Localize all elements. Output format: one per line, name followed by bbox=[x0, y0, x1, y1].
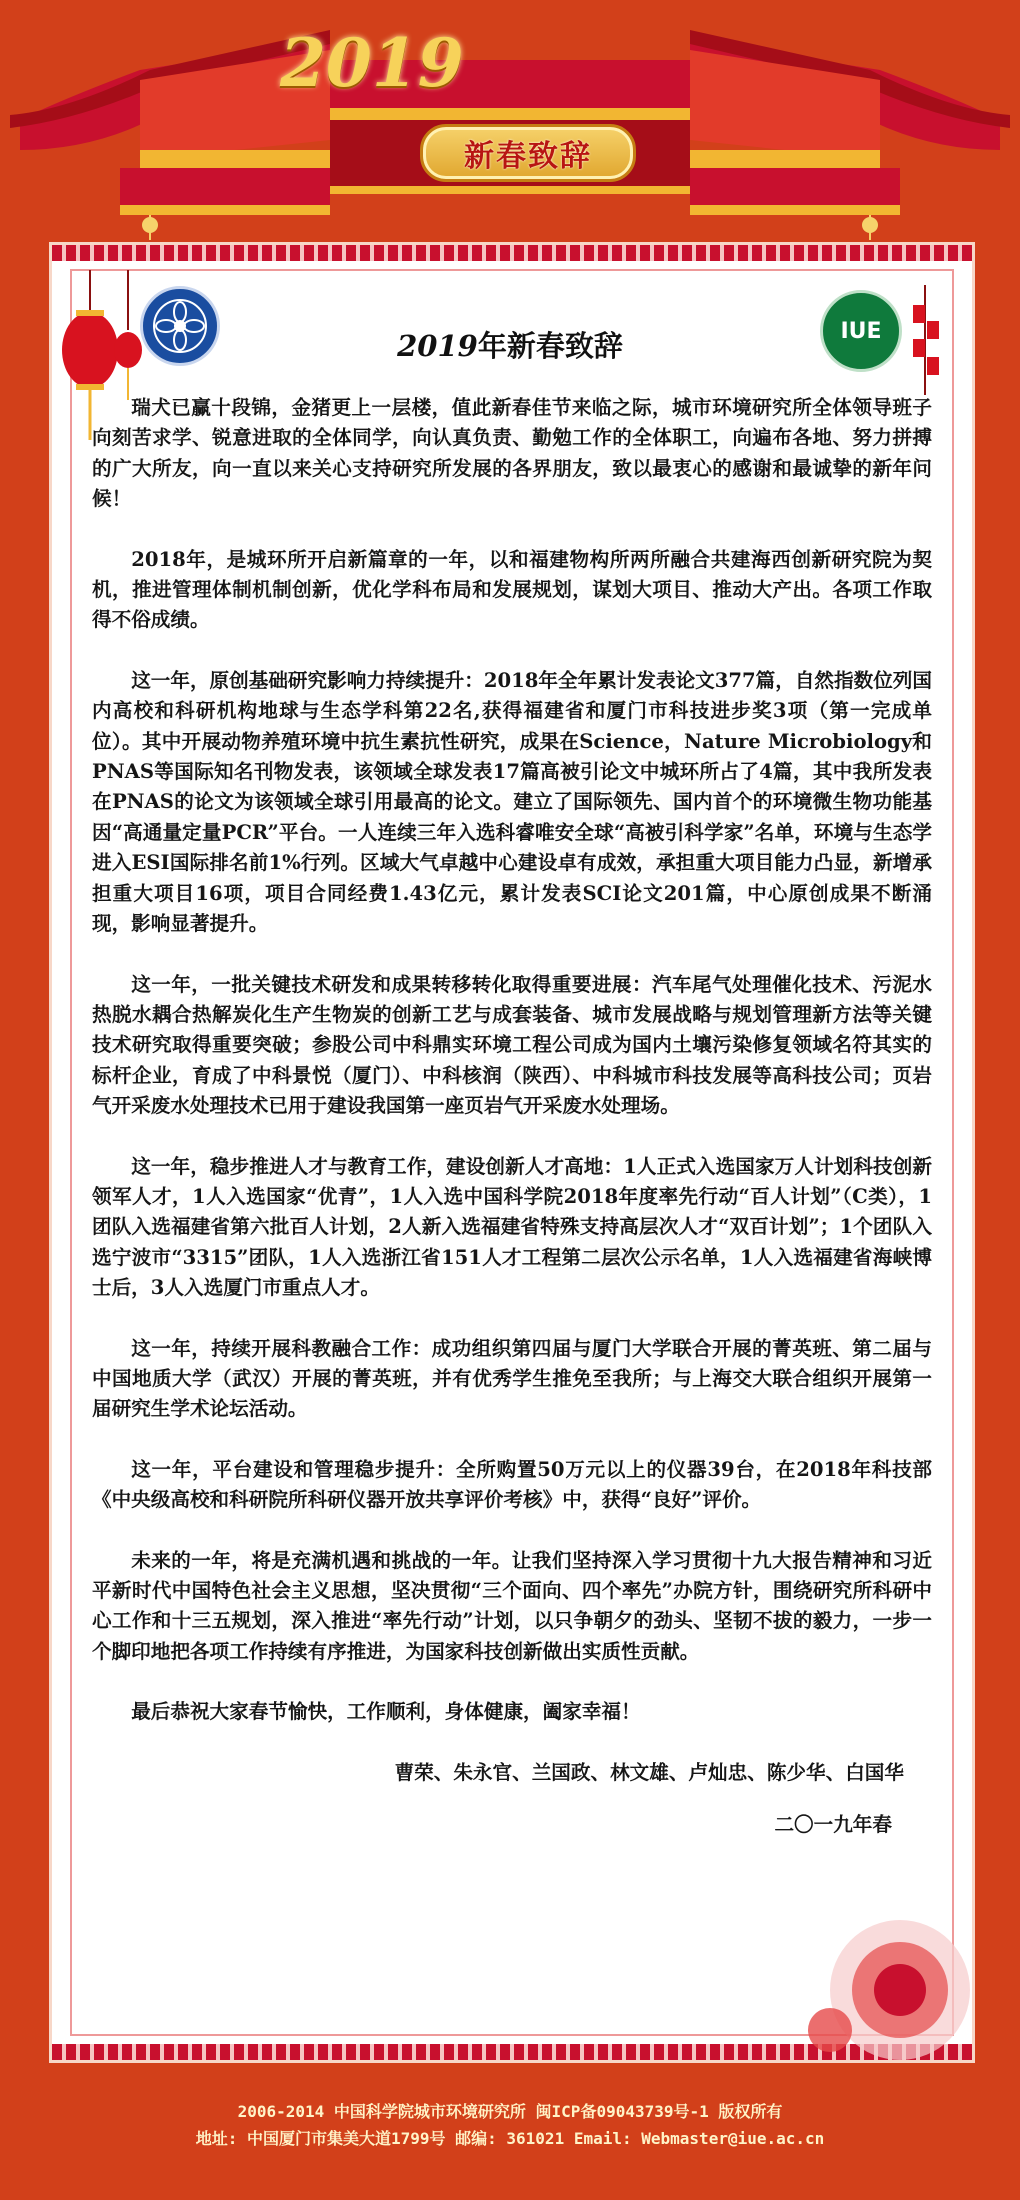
papercut-flower-icon bbox=[770, 1880, 970, 2060]
year-logo: 2019 bbox=[280, 24, 464, 102]
footer-copyright: 2006-2014 中国科学院城市环境研究所 闽ICP备09043739号-1 版权所有 bbox=[237, 2102, 783, 2121]
title-year: 2019 bbox=[397, 329, 478, 363]
paragraph-7: 这一年，平台建设和管理稳步提升：全所购置50万元以上的仪器39台，在2018年科技部《中央级高校和科研院所科研仪器开放共享评价考核》中，获得“良好”评价。 bbox=[92, 1457, 932, 1512]
paragraph-5: 这一年，稳步推进人才与教育工作，建设创新人才高地：1人正式入选国家万人计划科技创新领军人才，1人入选国家“优青”，1人入选中国科学院2018年度率先行动“百人计划”（C类），1团队入选福建省第六批百人计划，2人新入选福建省特殊支持高层次人才“双百计划”；1个团队入选宁波市“3315”团队，1人入选浙江省151人才工程第二层次公示名单，1人入选福建省海峡博士后，3人入选厦门市重点人才。 bbox=[92, 1154, 932, 1300]
banner-plaque-text: 新春致辞 bbox=[464, 139, 592, 174]
paragraph-1: 瑞犬已赢十段锦，金猪更上一层楼，值此新春佳节来临之际，城市环境研究所全体领导班子向刻苦求学、锐意进取的全体同学，向认真负责、勤勉工作的全体职工，向遍布各地、努力拼搏的广大所友，向一直以来关心支持研究所发展的各界朋友，致以最衷心的感谢和最诚挚的新年问候！ bbox=[92, 396, 932, 511]
firecracker-icon bbox=[905, 285, 965, 405]
banner-plaque bbox=[420, 124, 636, 182]
iue-logo-text: IUE bbox=[840, 318, 882, 344]
cas-logo-icon bbox=[150, 296, 210, 356]
paragraph-3: 这一年，原创基础研究影响力持续提升：2018年全年累计发表论文377篇，自然指数位列国内高校和科研机构地球与生态学科第22名,获得福建省和厦门市科技进步奖3项（第一完成单位）。其中开展动物养殖环境中抗生素抗性研究，成果在Science，Nature Microbiology和PNAS等国际知名刊物发表，该领域全球发表17篇高被引论文中城环所占了4篇，其中我所发表在PNAS的论文为该领域全球引用最高的论文。建立了国际领先、国内首个的环境微生物功能基因“高通量定量PCR”平台。一人连续三年入选科睿唯安全球“高被引科学家”名单，环境与生态学进入ESI国际排名前1%行列。区域大气卓越中心建设卓有成效，承担重大项目能力凸显，新增承担重大项目16项，项目合同经费1.43亿元，累计发表SCI论文201篇，中心原创成果不断涌现，影响显著提升。 bbox=[92, 668, 932, 936]
iue-logo bbox=[820, 290, 902, 372]
letter-date: 二〇一九年春 bbox=[774, 1813, 892, 1837]
paragraph-4: 这一年，一批关键技术研发和成果转移转化取得重要进展：汽车尾气处理催化技术、污泥水热脱水耦合热解炭化生产生物炭的创新工艺与成套装备、城市发展战略与规划管理新方法等关键技术研究取得重要突破；参股公司中科鼎实环境工程公司成为国内土壤污染修复领域名符其实的标杆企业，育成了中科景悦（厦门）、中科核润（陕西）、中科城市科技发展等高科技公司；页岩气开采废水处理技术已用于建设我国第一座页岩气开采废水处理场。 bbox=[92, 972, 932, 1118]
cas-logo bbox=[140, 286, 220, 366]
paragraph-6: 这一年，持续开展科教融合工作：成功组织第四届与厦门大学联合开展的菁英班、第二届与中国地质大学（武汉）开展的菁英班，并有优秀学生推免至我所；与上海交大联合组织开展第一届研究生学术论坛活动。 bbox=[92, 1336, 932, 1421]
pagoda-roof-decoration bbox=[0, 0, 1020, 240]
site-footer bbox=[0, 2098, 1020, 2152]
paragraph-8: 未来的一年，将是充满机遇和挑战的一年。让我们坚持深入学习贯彻十九大报告精神和习近平新时代中国特色社会主义思想，坚决贯彻“三个面向、四个率先”办院方针，围绕研究所科研中心工作和十三五规划，深入推进“率先行动”计划，以只争朝夕的劲头、坚韧不拔的毅力，一步一个脚印地把各项工作持续有序推进，为国家科技创新做出实质性贡献。 bbox=[92, 1548, 932, 1663]
letter-body bbox=[92, 393, 932, 1840]
paragraph-9: 最后恭祝大家春节愉快，工作顺利，身体健康，阖家幸福！ bbox=[131, 1700, 641, 1724]
letter-title bbox=[240, 326, 780, 366]
footer-address: 地址: 中国厦门市集美大道1799号 邮编: 361021 Email: Webmaster@iue.ac.cn bbox=[195, 2129, 825, 2148]
title-text: 年新春致辞 bbox=[477, 329, 623, 363]
header-banner bbox=[0, 0, 1020, 240]
paragraph-2: 2018年，是城环所开启新篇章的一年，以和福建物构所两所融合共建海西创新研究院为契机，推进管理体制机制创新，优化学科布局和发展规划，谋划大项目、推动大产出。各项工作取得不俗成绩。 bbox=[92, 547, 932, 632]
signers: 曹荣、朱永官、兰国政、林文雄、卢灿忠、陈少华、白国华 bbox=[394, 1760, 904, 1784]
